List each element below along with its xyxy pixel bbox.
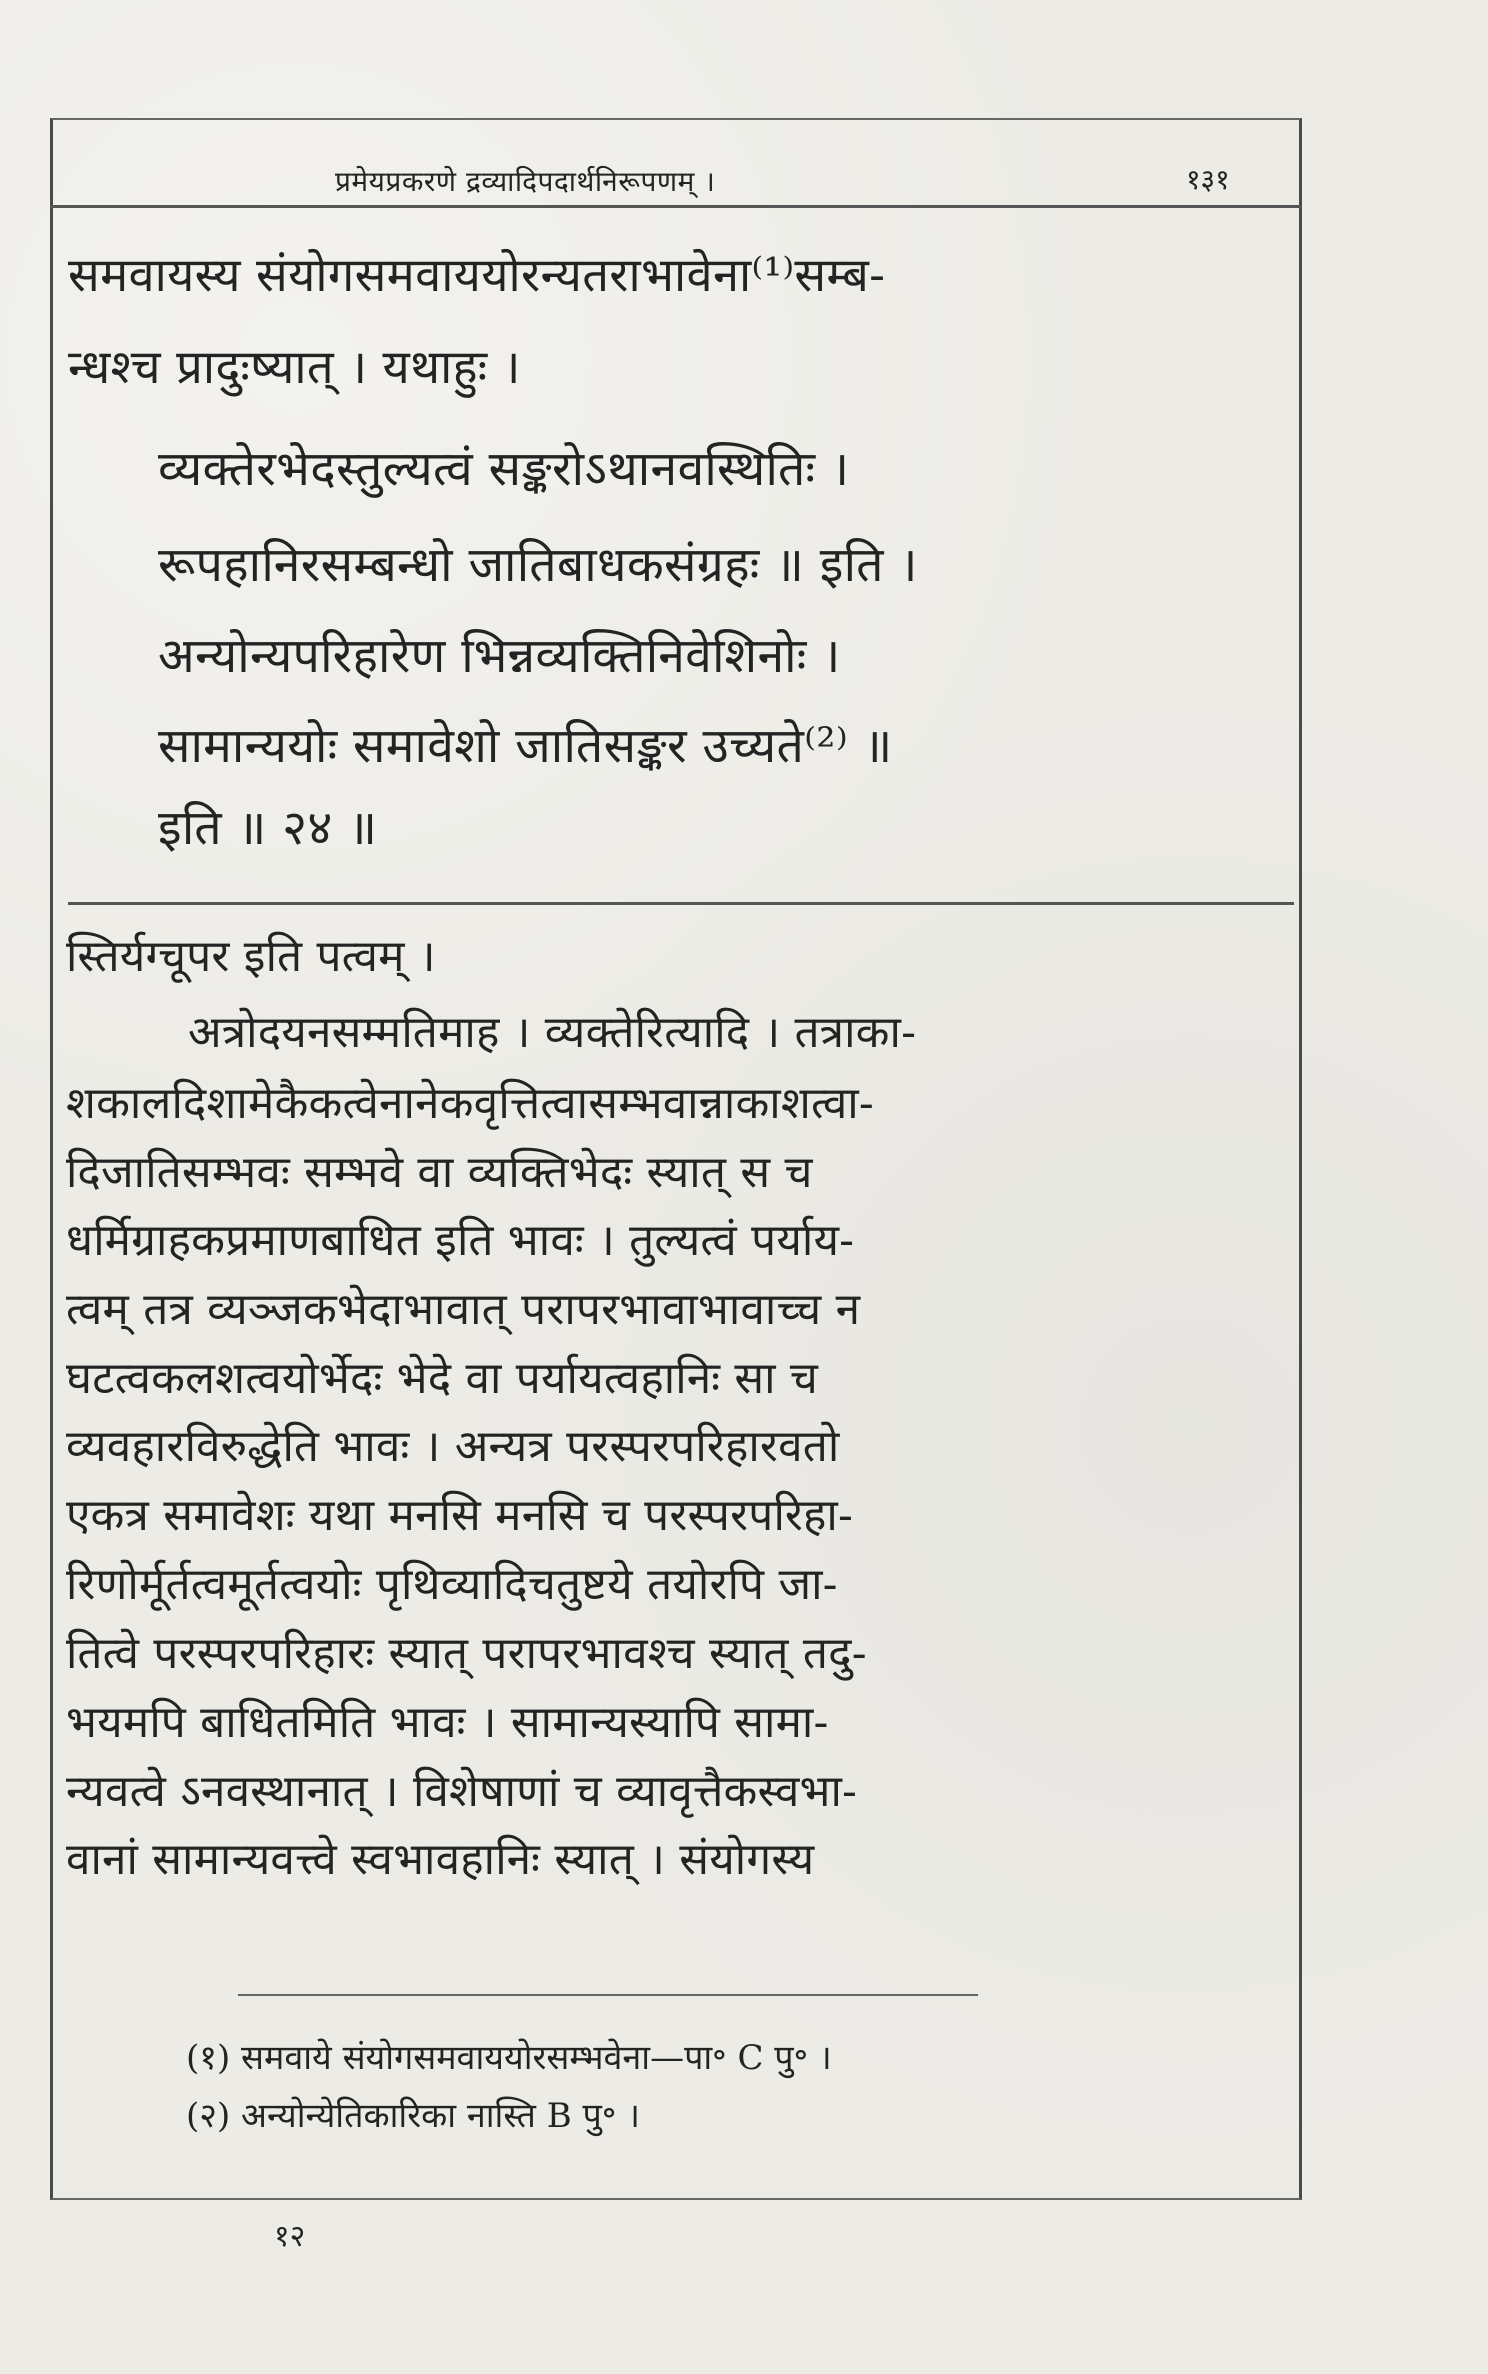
commentary-line: दिजातिसम्भवः सम्भवे वा व्यक्तिभेदः स्यात् स च — [66, 1147, 813, 1198]
commentary-line: तित्वे परस्परपरिहारः स्यात् परापरभावश्च स्यात् तदु- — [66, 1628, 867, 1679]
commentary-line: न्यवत्वे ऽनवस्थानात् । विशेषाणां च व्यावृत्तैकस्वभा- — [66, 1766, 858, 1817]
commentary-line: व्यवहारविरुद्धेति भावः । अन्यत्र परस्परपरिहारवतो — [66, 1421, 840, 1472]
page-number: १३१ — [1186, 163, 1230, 196]
mula-line: न्धश्च प्रादुःष्यात् । यथाहुः । — [68, 340, 521, 395]
verse-line: रूपहानिरसम्बन्धो जातिबाधकसंग्रहः ॥ इति । — [158, 537, 918, 593]
header-rule — [50, 205, 1302, 208]
signature-mark: १२ — [274, 2219, 306, 2254]
footnote-rule — [238, 1994, 978, 1996]
verse-line: इति ॥ २४ ॥ — [158, 800, 378, 856]
footnote: (२) अन्योन्येतिकारिका नास्ति B पु॰ । — [186, 2096, 641, 2136]
verse-line: सामान्ययोः समावेशो जातिसङ्कर उच्यते⁽²⁾ ॥ — [158, 718, 893, 774]
commentary-line: घटत्वकलशत्वयोर्भेदः भेदे वा पर्यायत्वहानिः सा च — [66, 1353, 819, 1404]
footnote: (१) समवाये संयोगसमवाययोरसम्भवेना—पा॰ C पु॰ । — [186, 2038, 832, 2078]
commentary-line: शकालदिशामेकैकत्वेनानेकवृत्तित्वासम्भवान्नाकाशत्वा- — [66, 1078, 874, 1129]
verse-line: व्यक्तेरभेदस्तुल्यत्वं सङ्करोऽथानवस्थितिः । — [158, 441, 850, 497]
commentary-line: भयमपि बाधितमिति भावः । सामान्यस्यापि सामा- — [66, 1697, 829, 1748]
running-head: प्रमेयप्रकरणे द्रव्यादिपदार्थनिरूपणम् । — [335, 165, 716, 198]
commentary-rule — [68, 902, 1294, 905]
commentary-line: वानां सामान्यवत्त्वे स्वभावहानिः स्यात् । संयोगस्य — [66, 1834, 815, 1885]
commentary-line: अत्रोदयनसम्मतिमाह । व्यक्तेरित्यादि । तत्राका- — [188, 1007, 917, 1058]
mula-line: समवायस्य संयोगसमवाययोरन्यतराभावेना⁽¹⁾सम्ब- — [68, 248, 886, 303]
commentary-line: रिणोर्मूर्तत्वमूर्तत्वयोः पृथिव्यादिचतुष्टये तयोरपि जा- — [66, 1559, 838, 1610]
commentary-line: त्वम् तत्र व्यञ्जकभेदाभावात् परापरभावाभावाच्च न — [66, 1284, 861, 1335]
commentary-line: एकत्र समावेशः यथा मनसि मनसि च परस्परपरिहा- — [66, 1490, 854, 1541]
commentary-line: धर्मिग्राहकप्रमाणबाधित इति भावः । तुल्यत्वं पर्याय- — [66, 1215, 855, 1266]
verse-line: अन्योन्यपरिहारेण भिन्नव्यक्तिनिवेशिनोः । — [158, 628, 841, 684]
commentary-line: स्तिर्यग्चूपर इति पत्वम् । — [66, 931, 436, 982]
